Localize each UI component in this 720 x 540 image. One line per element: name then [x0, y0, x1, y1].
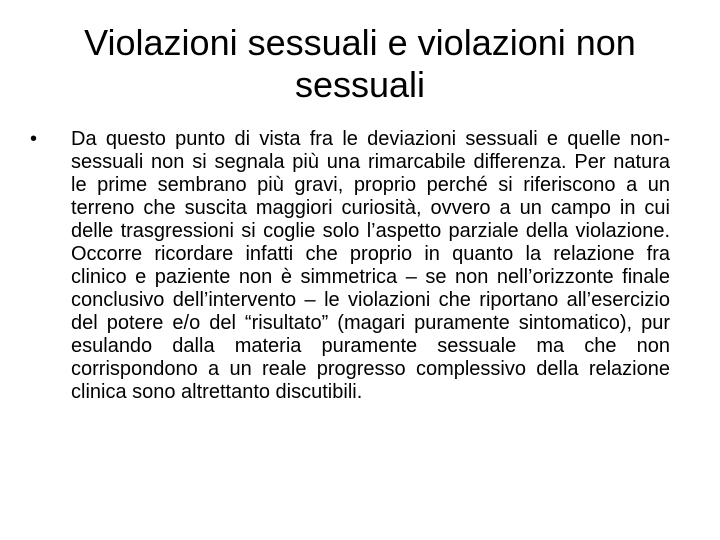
bullet-icon: • [30, 128, 38, 150]
bullet-item [30, 128, 670, 404]
slide-title: Violazioni sessuali e violazioni non sessuali [84, 22, 636, 105]
bullet-list [30, 128, 670, 404]
bullet-text: Da questo punto di vista fra le deviazioni sessuali e quelle non-sessuali non si segnala più una rimarcabile differenza. Per natura le prime sembrano più gravi, proprio perché si riferiscono a un terreno che suscita maggiori curiosità, ovvero a un campo in cui delle trasgressioni si coglie solo l’aspetto parziale della violazione. Occorre ricordare infatti che proprio in quanto la relazione fra clinico e paziente non è simmetrica – se non nell’orizzonte finale conclusivo dell’intervento – le violazioni che riportano all’esercizio del potere e/o del “risultato” (magari puramente sintomatico), pur esulando dalla materia puramente sessuale ma che non corrispondono a un reale progresso complessivo della relazione clinica sono altrettanto discutibili. [71, 128, 670, 403]
